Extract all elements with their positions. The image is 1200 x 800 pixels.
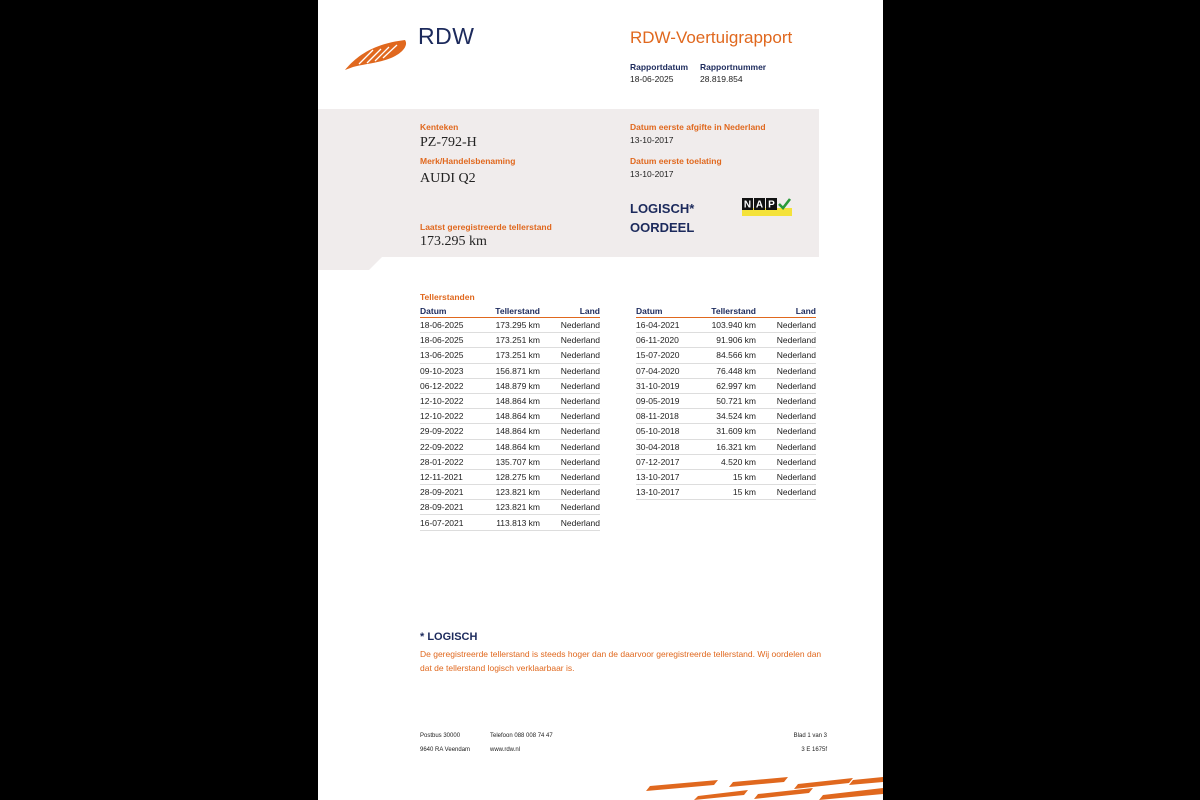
row-country: Nederland: [540, 363, 600, 378]
row-reading: 62.997 km: [706, 378, 756, 393]
make-value: AUDI Q2: [420, 171, 476, 186]
row-country: Nederland: [756, 333, 816, 348]
row-country: Nederland: [540, 469, 600, 484]
row-country: Nederland: [540, 454, 600, 469]
row-country: Nederland: [756, 378, 816, 393]
row-reading: 156.871 km: [490, 363, 540, 378]
verdict: [630, 199, 694, 237]
brand-name: RDW: [418, 23, 475, 49]
plate-value: PZ-792-H: [420, 135, 477, 150]
table-header-row: [420, 305, 600, 318]
table-row: [420, 485, 600, 500]
odometer-rows-right: [636, 318, 816, 500]
band-notch: [318, 257, 382, 270]
table-row: [636, 409, 816, 424]
row-date: 09-10-2023: [420, 363, 490, 378]
row-date: 18-06-2025: [420, 318, 490, 333]
row-country: Nederland: [540, 515, 600, 530]
table-row: [420, 500, 600, 515]
nap-letter-n: N: [743, 199, 752, 211]
verdict-line2: OORDEEL: [630, 220, 695, 235]
row-country: Nederland: [540, 333, 600, 348]
table-row: [636, 393, 816, 408]
row-country: Nederland: [756, 318, 816, 333]
first-admission-value: 13-10-2017: [630, 169, 674, 179]
footer-page: Blad 1 van 3: [793, 733, 827, 739]
plate-label: Kenteken: [420, 122, 459, 132]
table-row: [420, 424, 600, 439]
rdw-feather-logo-icon: [343, 36, 413, 72]
table-row: [420, 378, 600, 393]
table-row: [636, 424, 816, 439]
row-date: 12-10-2022: [420, 409, 490, 424]
row-date: 08-11-2018: [636, 409, 706, 424]
odometer-rows-left: [420, 318, 600, 531]
report-page: [318, 0, 883, 800]
row-reading: 123.821 km: [490, 500, 540, 515]
row-reading: 91.906 km: [706, 333, 756, 348]
row-reading: 148.864 km: [490, 393, 540, 408]
row-country: Nederland: [540, 378, 600, 393]
row-reading: 173.295 km: [490, 318, 540, 333]
table-row: [420, 409, 600, 424]
row-country: Nederland: [540, 393, 600, 408]
first-admission-label: Datum eerste toelating: [630, 156, 722, 166]
nap-letter-p: P: [768, 199, 775, 211]
row-reading: 148.864 km: [490, 424, 540, 439]
table-row: [420, 515, 600, 530]
footer-code: 3 E 1675f: [801, 747, 827, 753]
verdict-line1: LOGISCH*: [630, 201, 695, 216]
row-date: 12-10-2022: [420, 393, 490, 408]
row-country: Nederland: [540, 485, 600, 500]
footer-city: 9640 RA Veendam: [420, 747, 471, 753]
row-reading: 173.251 km: [490, 348, 540, 363]
row-date: 15-07-2020: [636, 348, 706, 363]
table-row: [420, 439, 600, 454]
row-reading: 113.813 km: [490, 515, 540, 530]
col-date-header: Datum: [636, 305, 706, 318]
row-reading: 16.321 km: [706, 439, 756, 454]
row-date: 09-05-2019: [636, 393, 706, 408]
row-country: Nederland: [540, 318, 600, 333]
row-reading: 135.707 km: [490, 454, 540, 469]
row-country: Nederland: [540, 439, 600, 454]
odometer-table-right: [636, 305, 816, 500]
footnote-text: De geregistreerde tellerstand is steeds hoger dan de daarvoor geregistreerde tellerstand. Wij oordelen dan dat de tellerstand logisch verklaarbaar is.: [420, 649, 822, 673]
decorative-stripes-icon: [638, 776, 883, 800]
row-reading: 148.864 km: [490, 409, 540, 424]
table-row: [420, 318, 600, 333]
row-reading: 76.448 km: [706, 363, 756, 378]
row-country: Nederland: [540, 409, 600, 424]
report-date: 18-06-2025: [630, 74, 674, 84]
row-date: 06-12-2022: [420, 378, 490, 393]
row-date: 16-04-2021: [636, 318, 706, 333]
row-date: 12-11-2021: [420, 469, 490, 484]
row-date: 13-06-2025: [420, 348, 490, 363]
row-country: Nederland: [756, 348, 816, 363]
last-odometer-value: 173.295 km: [420, 234, 487, 249]
row-date: 13-10-2017: [636, 469, 706, 484]
row-date: 05-10-2018: [636, 424, 706, 439]
first-issue-nl-label: Datum eerste afgifte in Nederland: [630, 122, 766, 132]
row-country: Nederland: [756, 363, 816, 378]
table-row: [420, 469, 600, 484]
row-country: Nederland: [756, 469, 816, 484]
row-date: 22-09-2022: [420, 439, 490, 454]
row-date: 28-09-2021: [420, 485, 490, 500]
row-date: 07-04-2020: [636, 363, 706, 378]
row-reading: 31.609 km: [706, 424, 756, 439]
row-reading: 103.940 km: [706, 318, 756, 333]
row-date: 28-01-2022: [420, 454, 490, 469]
row-reading: 173.251 km: [490, 333, 540, 348]
row-country: Nederland: [756, 454, 816, 469]
row-country: Nederland: [540, 348, 600, 363]
table-row: [420, 454, 600, 469]
row-country: Nederland: [756, 409, 816, 424]
row-date: 30-04-2018: [636, 439, 706, 454]
row-country: Nederland: [756, 485, 816, 500]
row-date: 29-09-2022: [420, 424, 490, 439]
footer-phone: Telefoon 088 008 74 47: [490, 733, 553, 739]
row-date: 18-06-2025: [420, 333, 490, 348]
footer-postbus: Postbus 30000: [420, 733, 461, 739]
row-reading: 148.864 km: [490, 439, 540, 454]
row-reading: 15 km: [706, 485, 756, 500]
table-row: [636, 363, 816, 378]
table-header-row: [636, 305, 816, 318]
row-date: 13-10-2017: [636, 485, 706, 500]
row-reading: 4.520 km: [706, 454, 756, 469]
footnote-title: * LOGISCH: [420, 631, 478, 643]
nap-logo-icon: [742, 198, 792, 216]
table-row: [420, 333, 600, 348]
col-reading-header: Tellerstand: [706, 305, 756, 318]
make-label: Merk/Handelsbenaming: [420, 156, 516, 166]
table-row: [420, 393, 600, 408]
report-date-label: Rapportdatum: [630, 62, 689, 72]
odometer-table-left: [420, 305, 600, 531]
table-row: [636, 485, 816, 500]
report-title: RDW-Voertuigrapport: [630, 28, 793, 47]
row-country: Nederland: [756, 393, 816, 408]
odometer-section-title: Tellerstanden: [420, 292, 475, 302]
row-date: 06-11-2020: [636, 333, 706, 348]
col-date-header: Datum: [420, 305, 490, 318]
table-row: [636, 454, 816, 469]
table-row: [636, 348, 816, 363]
row-reading: 123.821 km: [490, 485, 540, 500]
col-country-header: Land: [540, 305, 600, 318]
table-row: [420, 348, 600, 363]
report-number: 28.819.854: [700, 74, 743, 84]
row-date: 07-12-2017: [636, 454, 706, 469]
table-row: [420, 363, 600, 378]
table-row: [636, 333, 816, 348]
row-country: Nederland: [540, 500, 600, 515]
row-reading: 50.721 km: [706, 393, 756, 408]
row-country: Nederland: [756, 439, 816, 454]
row-reading: 34.524 km: [706, 409, 756, 424]
report-number-label: Rapportnummer: [700, 62, 767, 72]
last-odometer-label: Laatst geregistreerde tellerstand: [420, 222, 552, 232]
row-date: 28-09-2021: [420, 500, 490, 515]
table-row: [636, 378, 816, 393]
table-row: [636, 439, 816, 454]
nap-letter-a: A: [755, 199, 764, 211]
col-country-header: Land: [756, 305, 816, 318]
table-row: [636, 318, 816, 333]
row-date: 16-07-2021: [420, 515, 490, 530]
row-reading: 15 km: [706, 469, 756, 484]
col-reading-header: Tellerstand: [490, 305, 540, 318]
row-reading: 84.566 km: [706, 348, 756, 363]
row-date: 31-10-2019: [636, 378, 706, 393]
row-country: Nederland: [756, 424, 816, 439]
row-reading: 128.275 km: [490, 469, 540, 484]
row-country: Nederland: [540, 424, 600, 439]
footer-web: www.rdw.nl: [490, 747, 521, 753]
table-row: [636, 469, 816, 484]
row-reading: 148.879 km: [490, 378, 540, 393]
first-issue-nl-value: 13-10-2017: [630, 135, 674, 145]
